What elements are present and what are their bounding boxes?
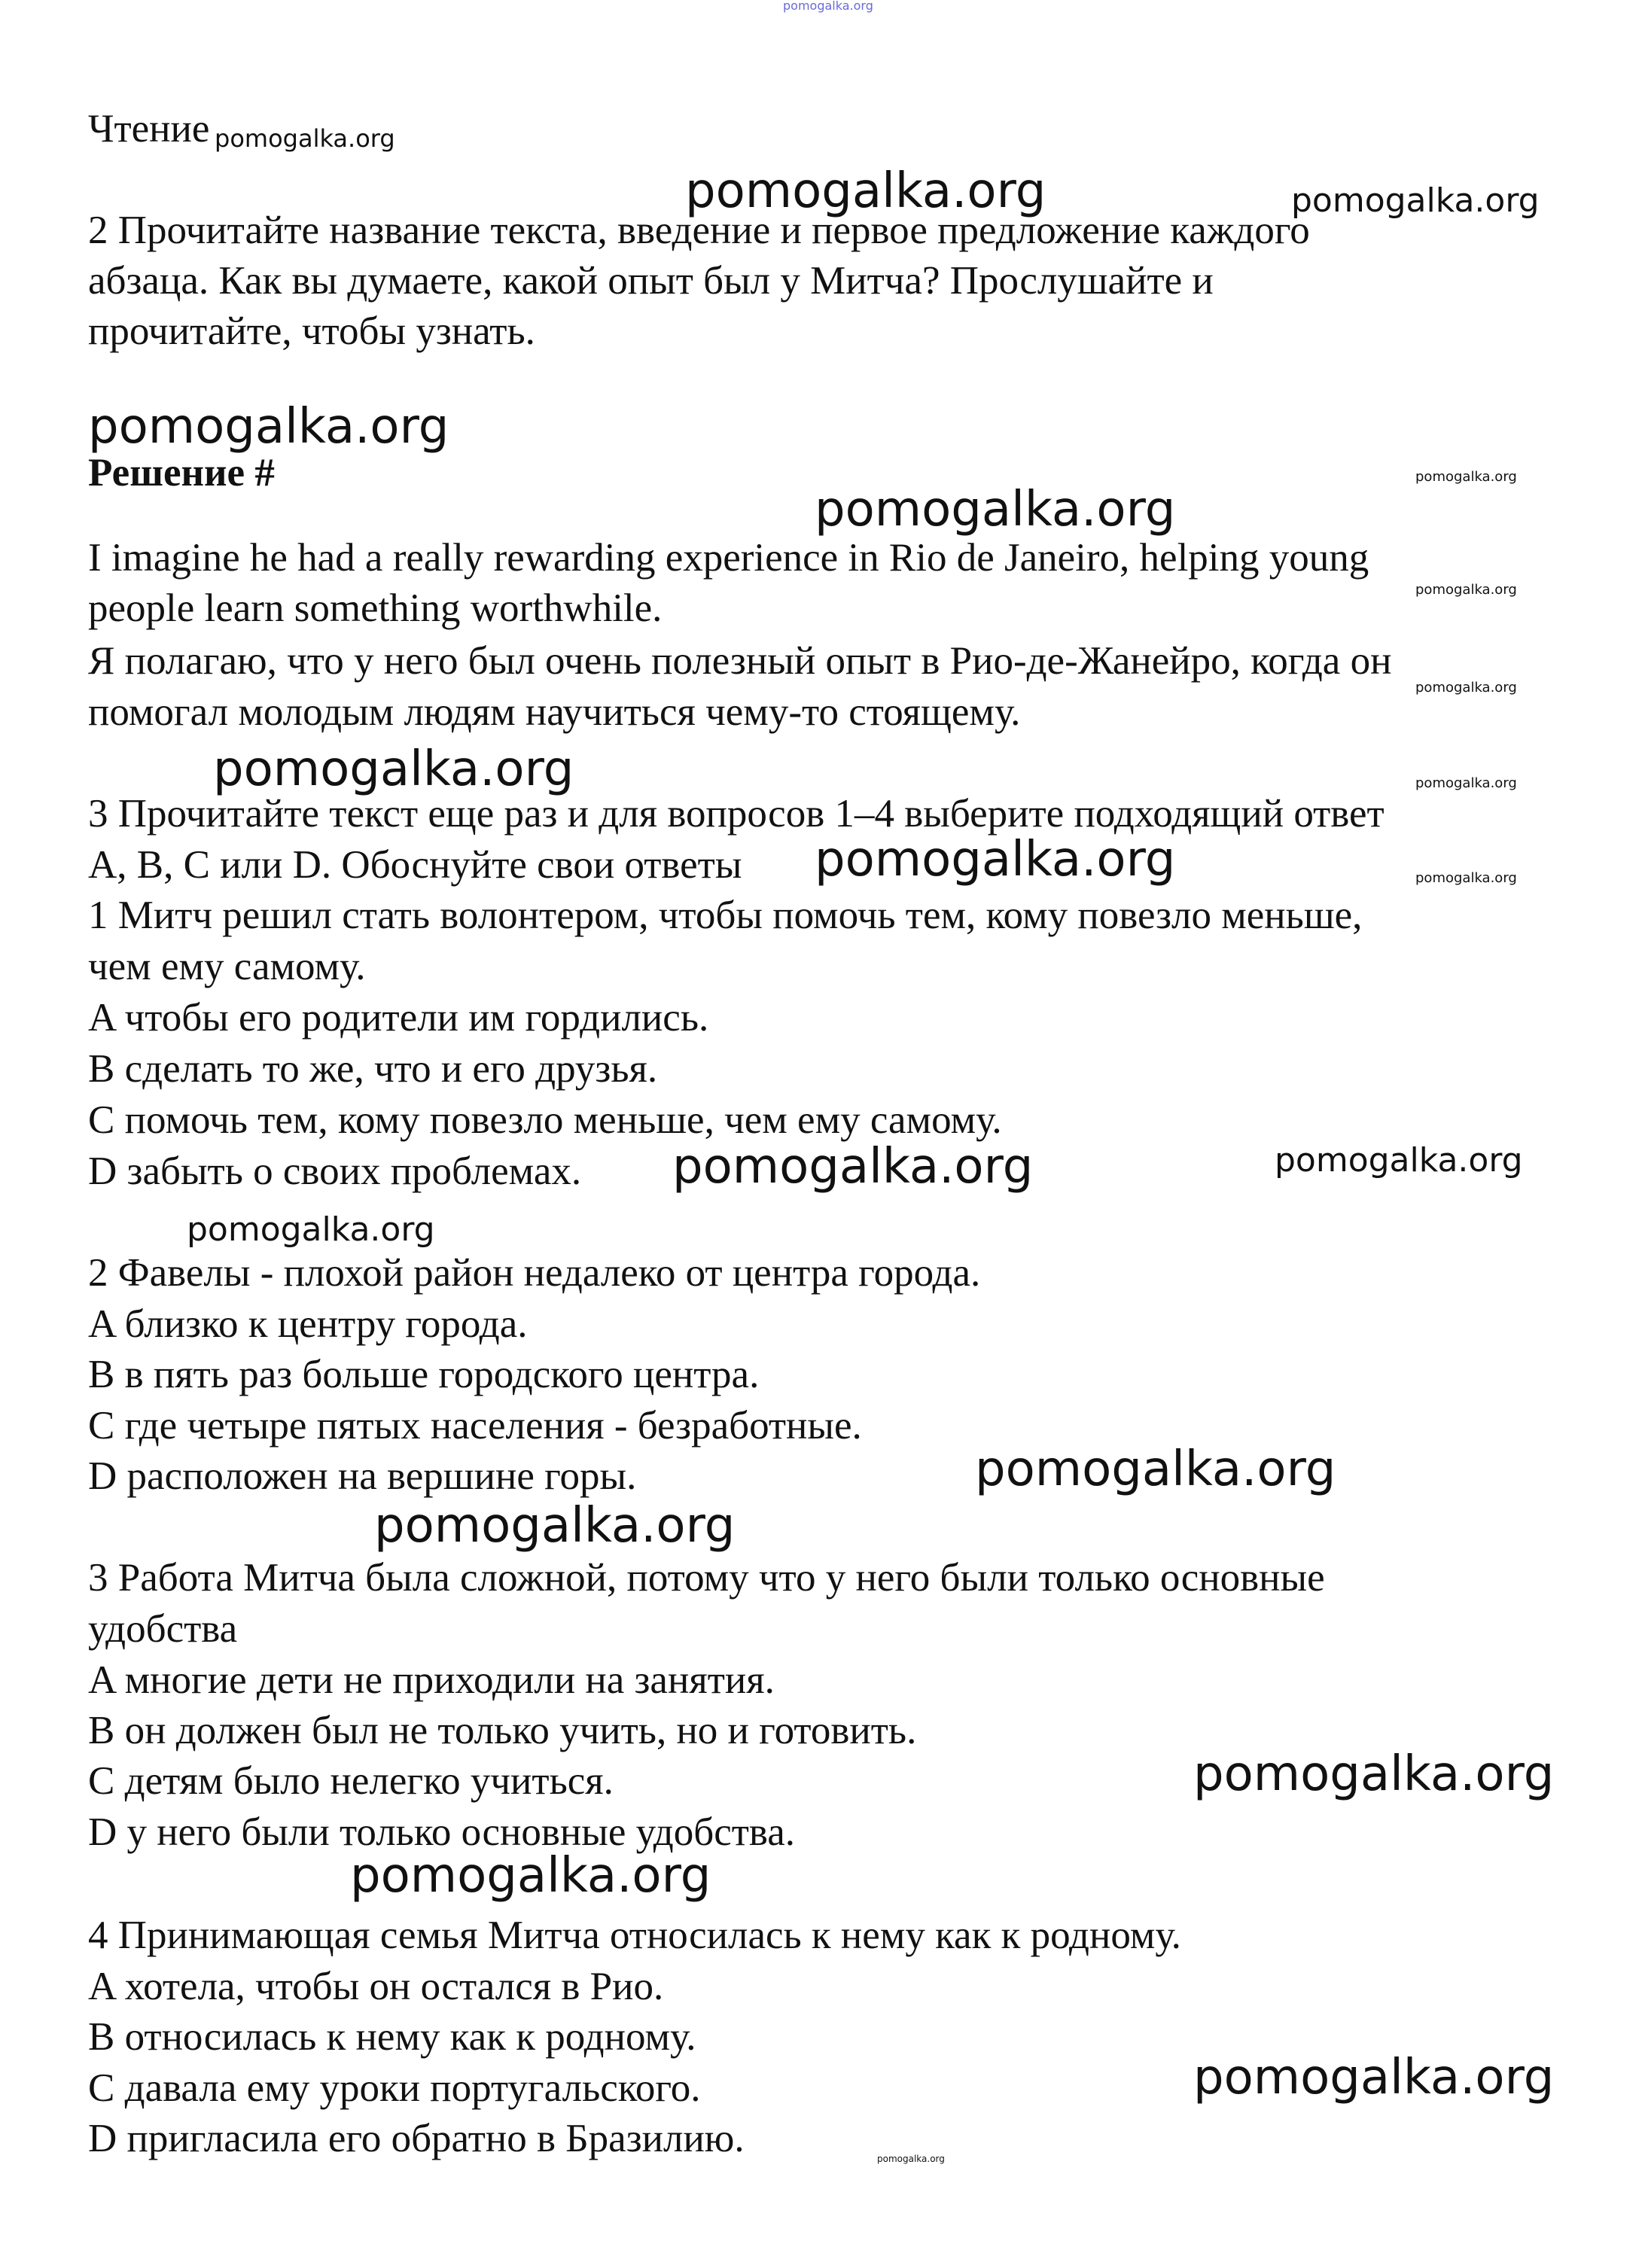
question-1-option: D забыть о своих проблемах. — [88, 1149, 582, 1193]
watermark-logo: pomogalka.org — [350, 1848, 711, 1904]
watermark-logo: pomogalka.org — [1415, 469, 1517, 485]
answer-line: people learn something worthwhile. — [88, 586, 663, 630]
watermark-logo: pomogalka.org — [187, 1210, 435, 1249]
answer-line: Я полагаю, что у него был очень полезный опыт в Рио-де-Жанейро, когда он — [88, 639, 1392, 683]
question-1-option: B сделать то же, что и его друзья. — [88, 1047, 658, 1091]
question-1-line: 1 Митч решил стать волонтером, чтобы помочь тем, кому повезло меньше, — [88, 894, 1363, 937]
watermark-logo: pomogalka.org — [685, 163, 1046, 219]
question-3-option: B он должен был не только учить, но и готовить. — [88, 1709, 917, 1752]
question-1-option: A чтобы его родители им гордились. — [88, 996, 709, 1040]
question-4-line: 4 Принимающая семья Митча относилась к нему как к родному. — [88, 1913, 1181, 1957]
answer-line: I imagine he had a really rewarding experience in Rio de Janeiro, helping young — [88, 536, 1369, 580]
question-4-option: B относилась к нему как к родному. — [88, 2015, 696, 2059]
watermark-logo: pomogalka.org — [1415, 582, 1517, 598]
task-3-line: A, B, C или D. Обоснуйте свои ответы — [88, 843, 742, 887]
answer-line: помогал молодым людям научиться чему-то стоящему. — [88, 690, 1021, 734]
question-4-option: D пригласила его обратно в Бразилию. — [88, 2117, 745, 2160]
watermark-logo: pomogalka.org — [877, 2154, 945, 2164]
question-1-option: C помочь тем, кому повезло меньше, чем ему самому. — [88, 1098, 1002, 1142]
watermark-logo: pomogalka.org — [1415, 870, 1517, 886]
watermark-logo: pomogalka.org — [1415, 775, 1517, 791]
watermark-logo: pomogalka.org — [672, 1139, 1034, 1195]
task-2-line: прочитайте, чтобы узнать. — [88, 309, 535, 353]
question-2-option: D расположен на вершине горы. — [88, 1454, 637, 1498]
question-2-option: B в пять раз больше городского центра. — [88, 1353, 760, 1396]
watermark-logo: pomogalka.org — [215, 124, 395, 153]
solution-label: Решение # — [88, 451, 275, 495]
watermark-logo: pomogalka.org — [1193, 2050, 1555, 2105]
watermark-logo: pomogalka.org — [1193, 1746, 1555, 1802]
question-3-line: удобства — [88, 1607, 238, 1651]
question-3-option: A многие дети не приходили на занятия. — [88, 1658, 775, 1702]
question-4-option: A хотела, чтобы он остался в Рио. — [88, 1965, 664, 2008]
question-3-option: D у него были только основные удобства. — [88, 1810, 796, 1854]
question-3-line: 3 Работа Митча была сложной, потому что у него были только основные — [88, 1556, 1325, 1600]
task-3-line: 3 Прочитайте текст еще раз и для вопросов 1–4 выберите подходящий ответ — [88, 792, 1385, 836]
watermark-logo: pomogalka.org — [975, 1441, 1336, 1497]
section-heading: Чтение — [88, 107, 210, 151]
question-4-option: C давала ему уроки португальского. — [88, 2066, 701, 2110]
watermark-logo: pomogalka.org — [1275, 1141, 1523, 1180]
watermark-logo: pomogalka.org — [88, 399, 449, 455]
question-2-option: C где четыре пятых населения - безработные. — [88, 1404, 862, 1448]
question-2-line: 2 Фавелы - плохой район недалеко от центра города. — [88, 1251, 981, 1295]
watermark-logo: pomogalka.org — [1291, 181, 1540, 220]
question-3-option: C детям было нелегко учиться. — [88, 1759, 614, 1803]
question-2-option: A близко к центру города. — [88, 1302, 528, 1346]
watermark-logo: pomogalka.org — [213, 741, 574, 797]
question-1-line: чем ему самому. — [88, 945, 366, 988]
watermark-logo: pomogalka.org — [374, 1498, 736, 1554]
watermark-logo: pomogalka.org — [783, 0, 873, 13]
watermark-logo: pomogalka.org — [815, 832, 1176, 887]
task-2-line: абзаца. Как вы думаете, какой опыт был у Митча? Прослушайте и — [88, 259, 1214, 303]
watermark-logo: pomogalka.org — [815, 482, 1176, 537]
watermark-logo: pomogalka.org — [1415, 680, 1517, 696]
task-2-line: 2 Прочитайте название текста, введение и первое предложение каждого — [88, 209, 1310, 252]
